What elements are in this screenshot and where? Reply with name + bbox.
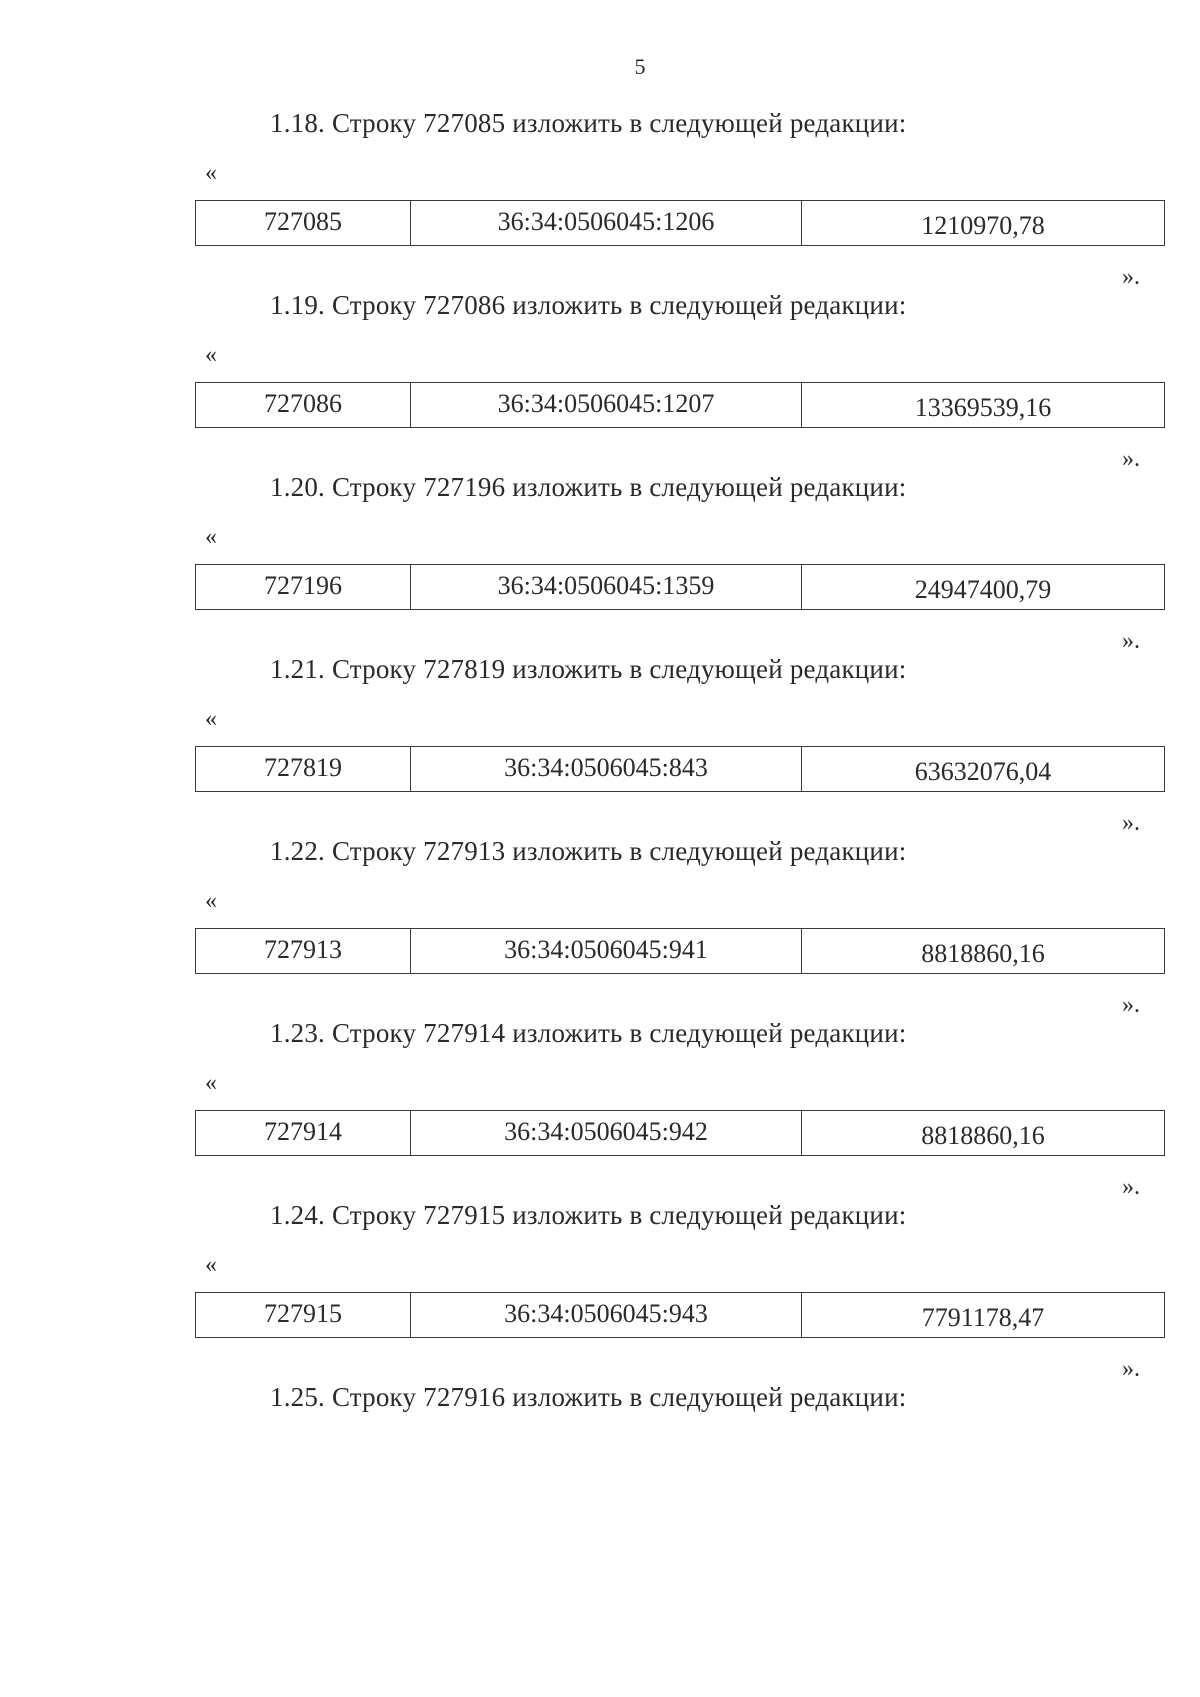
amendment-section [0,1200,1200,1390]
row-table [195,1292,1165,1338]
table-row [196,565,1165,610]
open-quote: « [205,1252,217,1278]
value-cell: 24947400,79 [802,565,1165,610]
close-quote: ». [1122,628,1140,654]
close-quote: ». [1122,810,1140,836]
row-id-cell: 727914 [196,1111,411,1156]
value-cell: 13369539,16 [802,383,1165,428]
amendment-section [0,1382,1200,1572]
cadastral-number-cell: 36:34:0506045:843 [411,747,802,792]
close-quote: ». [1122,264,1140,290]
amendment-section [0,654,1200,844]
value-cell: 63632076,04 [802,747,1165,792]
open-quote: « [205,160,217,186]
close-quote: ». [1122,1356,1140,1382]
section-heading: 1.22. Строку 727913 изложить в следующей редакции: [270,836,907,866]
value-cell: 8818860,16 [802,1111,1165,1156]
row-id-cell: 727913 [196,929,411,974]
cadastral-number-cell: 36:34:0506045:943 [411,1293,802,1338]
cadastral-number-cell: 36:34:0506045:942 [411,1111,802,1156]
row-table [195,746,1165,792]
close-quote: ». [1122,1174,1140,1200]
row-id-cell: 727819 [196,747,411,792]
amendment-section [0,1018,1200,1208]
amendment-section [0,472,1200,662]
row-table [195,928,1165,974]
section-heading: 1.19. Строку 727086 изложить в следующей редакции: [270,290,907,320]
open-quote: « [205,1070,217,1096]
amendment-section [0,290,1200,480]
section-heading: 1.18. Строку 727085 изложить в следующей редакции: [270,108,907,138]
table-row [196,201,1165,246]
table-row [196,1293,1165,1338]
table-row [196,929,1165,974]
page-number: 5 [634,54,646,79]
open-quote: « [205,706,217,732]
close-quote: ». [1122,992,1140,1018]
cadastral-number-cell: 36:34:0506045:941 [411,929,802,974]
open-quote: « [205,342,217,368]
row-id-cell: 727915 [196,1293,411,1338]
close-quote: ». [1122,446,1140,472]
row-table [195,200,1165,246]
row-id-cell: 727196 [196,565,411,610]
section-heading: 1.21. Строку 727819 изложить в следующей редакции: [270,654,907,684]
cadastral-number-cell: 36:34:0506045:1206 [411,201,802,246]
cadastral-number-cell: 36:34:0506045:1207 [411,383,802,428]
table-row [196,1111,1165,1156]
open-quote: « [205,524,217,550]
section-heading: 1.20. Строку 727196 изложить в следующей редакции: [270,472,907,502]
value-cell: 1210970,78 [802,201,1165,246]
table-row [196,383,1165,428]
cadastral-number-cell: 36:34:0506045:1359 [411,565,802,610]
amendment-section [0,836,1200,1026]
table-row [196,747,1165,792]
row-table [195,382,1165,428]
row-id-cell: 727086 [196,383,411,428]
amendment-section [0,108,1200,298]
value-cell: 8818860,16 [802,929,1165,974]
row-table [195,564,1165,610]
value-cell: 7791178,47 [802,1293,1165,1338]
section-heading: 1.25. Строку 727916 изложить в следующей редакции: [270,1382,907,1412]
row-table [195,1110,1165,1156]
row-id-cell: 727085 [196,201,411,246]
section-heading: 1.23. Строку 727914 изложить в следующей редакции: [270,1018,907,1048]
open-quote: « [205,888,217,914]
section-heading: 1.24. Строку 727915 изложить в следующей редакции: [270,1200,907,1230]
